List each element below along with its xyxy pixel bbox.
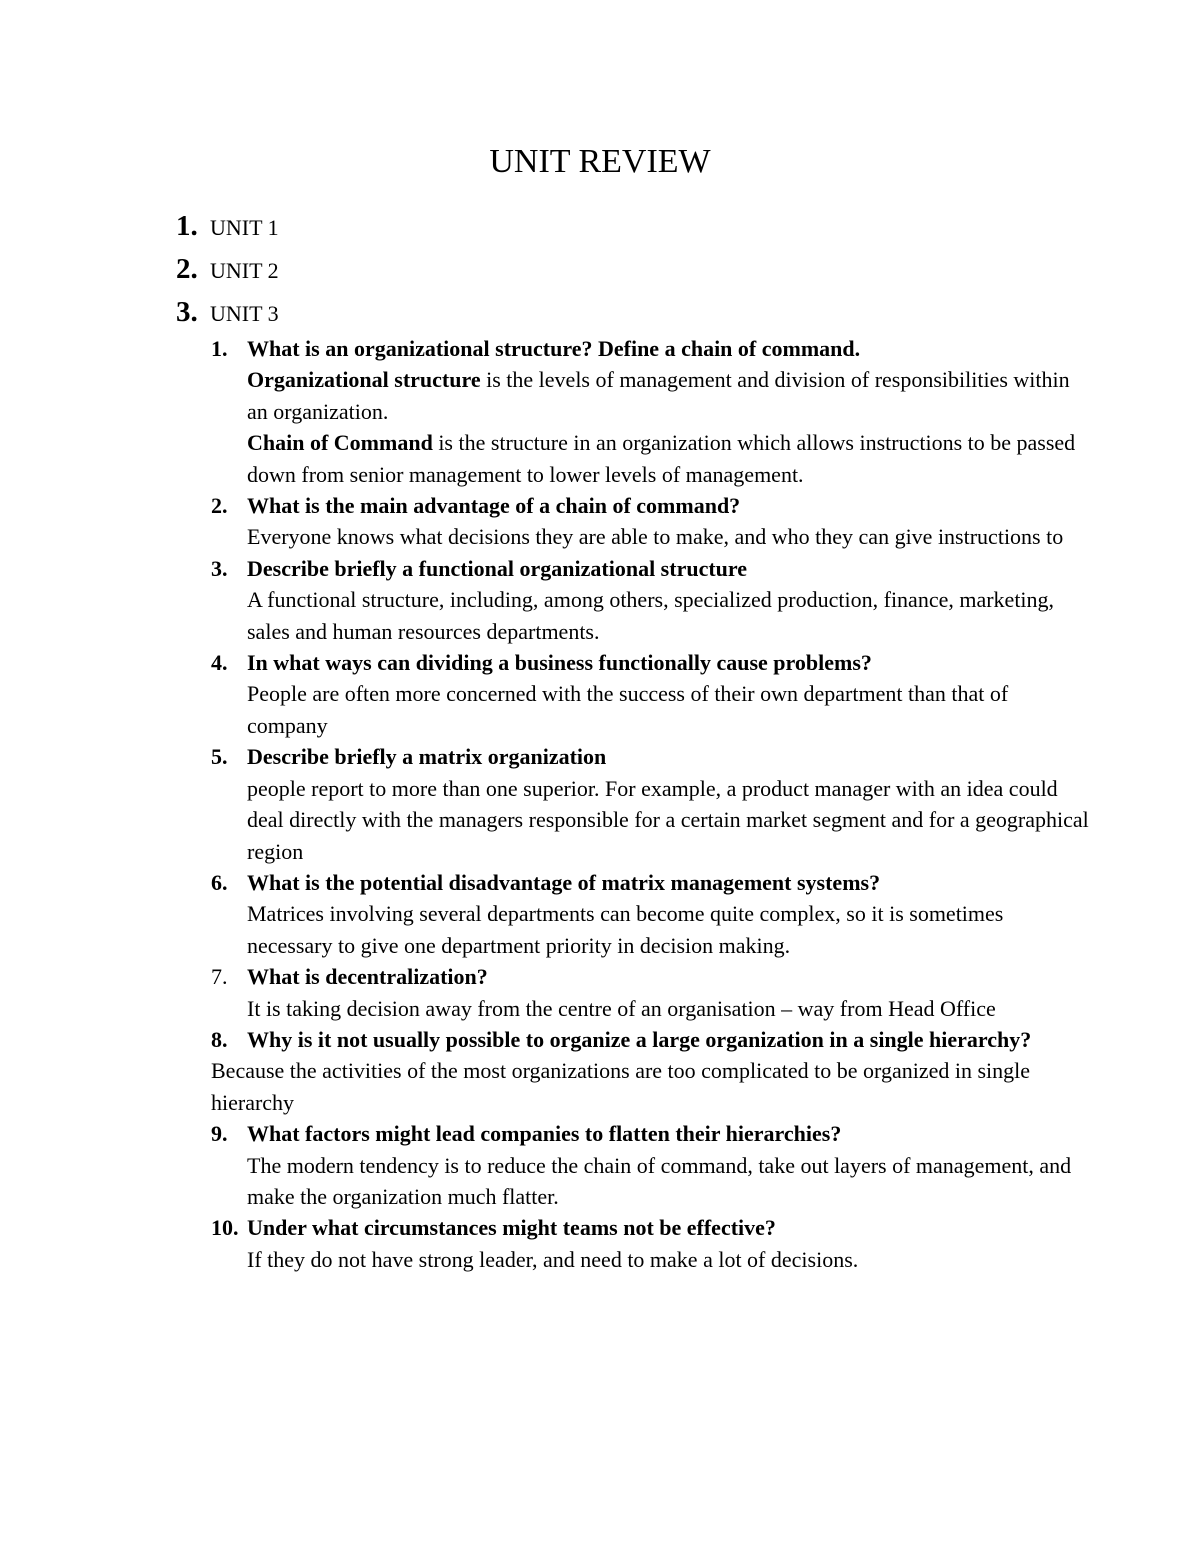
definition-text: is the levels of management and division of responsibilities within an organization.	[247, 367, 1070, 424]
question-number: 2.	[211, 493, 228, 519]
unit-label: UNIT 1	[210, 215, 279, 240]
question-item-10	[211, 1212, 1091, 1275]
answer-text-1	[247, 364, 1091, 427]
unit-label: UNIT 2	[210, 258, 279, 283]
answer-text: Matrices involving several departments can become quite complex, so it is sometimes necessary to give one department priority in decision making.	[247, 901, 1004, 958]
term-chain-of-command: Chain of Command	[247, 430, 433, 456]
question-item-8	[211, 1024, 1091, 1118]
question-text: What factors might lead companies to flatten their hierarchies?	[247, 1121, 842, 1147]
question-text: What is decentralization?	[247, 964, 488, 990]
question-text: Describe briefly a functional organizational structure	[247, 555, 748, 581]
question-item-3	[211, 553, 1091, 647]
question-item-5	[211, 741, 1091, 867]
question-list	[211, 333, 1091, 1275]
answer-text: Because the activities of the most organizations are too complicated to be organized in single hierarchy	[211, 1058, 1031, 1115]
question-number: 3.	[211, 555, 228, 581]
term-organizational-structure: Organizational structure	[247, 367, 481, 393]
question-number: 9.	[211, 1121, 228, 1147]
question-item-4	[211, 647, 1091, 741]
question-item-6	[211, 867, 1091, 961]
question-item-7	[211, 961, 1091, 1024]
unit-item-2	[176, 253, 279, 296]
question-text: What is the main advantage of a chain of command?	[247, 493, 741, 519]
answer-text: People are often more concerned with the success of their own department than that of company	[247, 681, 1009, 738]
question-text: Describe briefly a matrix organization	[247, 744, 607, 770]
answer-text: people report to more than one superior. For example, a product manager with an idea could deal directly with the managers responsible for a certain market segment and for a geographical region	[247, 775, 1089, 864]
question-text: In what ways can dividing a business functionally cause problems?	[247, 650, 872, 676]
question-text: What is the potential disadvantage of matrix management systems?	[247, 869, 881, 895]
answer-text-2	[247, 427, 1091, 490]
unit-number: 1.	[176, 210, 198, 242]
unit-list	[176, 210, 279, 339]
question-number: 1.	[211, 336, 228, 361]
answer-text: The modern tendency is to reduce the chain of command, take out layers of management, and make the organization much flatter.	[247, 1152, 1072, 1209]
question-number: 4.	[211, 650, 228, 676]
question-number: 5.	[211, 744, 228, 770]
question-text	[211, 1024, 1091, 1055]
answer-text: It is taking decision away from the centre of an organisation – way from Head Office	[247, 995, 996, 1021]
question-item-2	[211, 490, 1091, 553]
question-text: What is an organizational structure? Define a chain of command.	[247, 336, 861, 361]
unit-item-1	[176, 210, 279, 253]
page-title: UNIT REVIEW	[489, 143, 711, 180]
unit-number: 3.	[176, 296, 198, 328]
question-number: 7.	[211, 964, 228, 990]
question-number: 8.	[211, 1026, 228, 1052]
question-number: 6.	[211, 869, 228, 895]
answer-text: Everyone knows what decisions they are able to make, and who they can give instructions to	[247, 524, 1064, 550]
unit-label: UNIT 3	[210, 301, 279, 326]
definition-text: is the structure in an organization which allows instructions to be passed down from senior management to lower levels of management.	[247, 430, 1076, 487]
question-text: Under what circumstances might teams not be effective?	[247, 1215, 776, 1241]
unit-number: 2.	[176, 253, 198, 285]
question-body: Why is it not usually possible to organize a large organization in a single hierarchy?	[247, 1026, 1032, 1052]
question-item-9	[211, 1118, 1091, 1212]
answer-text: A functional structure, including, among others, specialized production, finance, marketing, sales and human resources departments.	[247, 587, 1055, 644]
question-item-1	[211, 333, 1091, 490]
answer-text: If they do not have strong leader, and need to make a lot of decisions.	[247, 1246, 859, 1272]
question-number: 10.	[211, 1215, 239, 1241]
